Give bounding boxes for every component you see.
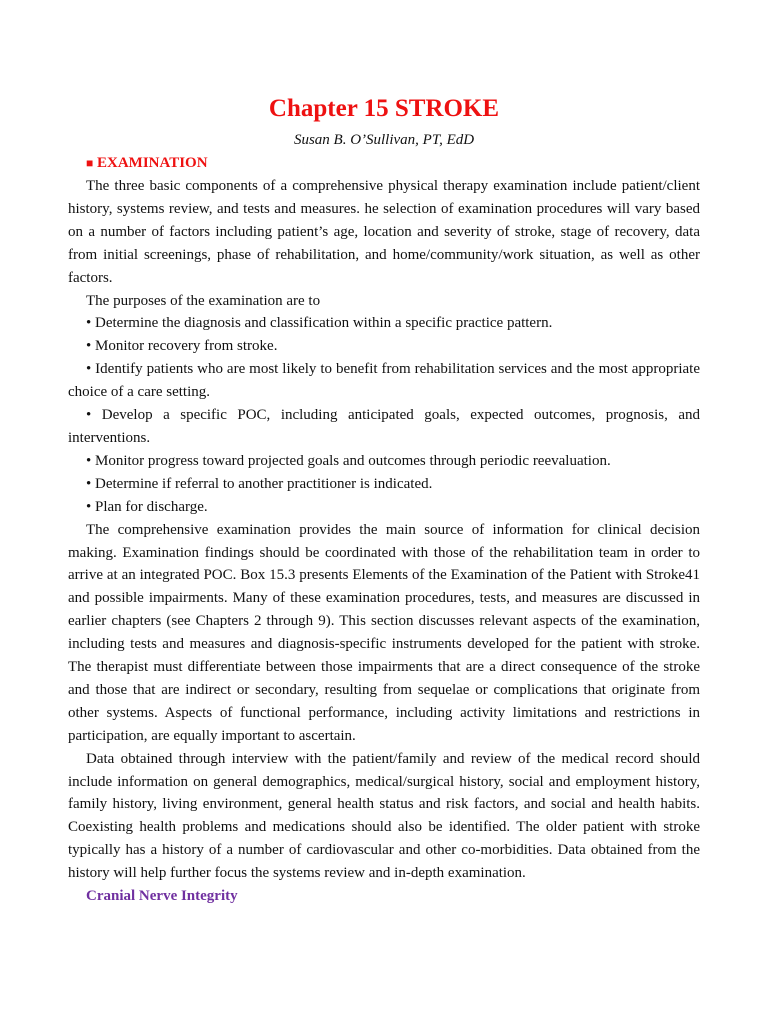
bullet-item: • Develop a specific POC, including anticipated goals, expected outcomes, prognosis, and interventions. <box>68 407 700 446</box>
section-heading-examination <box>86 152 700 175</box>
author-byline: Susan B. O’Sullivan, PT, EdD <box>293 132 475 148</box>
bullet-item: • Identify patients who are most likely to benefit from rehabilitation services and the most appropriate choice of a care setting. <box>68 361 700 401</box>
bullet-item: • Determine if referral to another practitioner is indicated. <box>86 475 433 492</box>
paragraph-comprehensive: The comprehensive examination provides the main source of information for clinical decision making. Examination findings should be coordinated with those of the rehabilitation team in order to arrive at an integrated POC. Box 15.3 presents Elements of the Examination of the Patient with Stroke41 and possible impairments. Many of these examination procedures, tests, and measures are discussed in earlier chapters (see Chapters 2 through 9). This section discusses relevant aspects of the examination, including tests and measures and diagnosis-specific instruments developed for the patient with stroke. The therapist must differentiate between those impairments that are a direct consequence of the stroke and those that are indirect or secondary, resulting from sequelae or complications that originate from other systems. Aspects of functional performance, including activity limitations and restrictions in participation, are equally important to ascertain. <box>68 521 700 744</box>
bullet-item: • Determine the diagnosis and classification within a specific practice pattern. <box>86 315 553 332</box>
chapter-title: Chapter 15 STROKE <box>268 95 500 122</box>
bullet-item: • Plan for discharge. <box>86 498 208 515</box>
paragraph-intro: The three basic components of a comprehensive physical therapy examination include patient/client history, systems review, and tests and measures. he selection of examination procedures will vary based on a number of factors including patient’s age, location and severity of stroke, stage of recovery, data from initial screenings, phase of rehabilitation, and home/community/work situation, as well as other factors. <box>68 178 700 286</box>
paragraph-purposes-lead: The purposes of the examination are to <box>86 292 321 309</box>
section-heading-label: EXAMINATION <box>97 155 208 171</box>
document-page <box>68 92 700 908</box>
square-bullet-icon: ■ <box>86 156 94 170</box>
bullet-item: • Monitor progress toward projected goals and outcomes through periodic reevaluation. <box>86 452 611 469</box>
bullet-item: • Monitor recovery from stroke. <box>86 338 278 355</box>
paragraph-interview: Data obtained through interview with the patient/family and review of the medical record should include information on general demographics, medical/surgical history, social and employment history, family history, living environment, general health status and risk factors, and social and health habits. Coexisting health problems and medications should also be identified. The older patient with stroke typically has a history of a number of cardiovascular and other co-morbidities. Data obtained from the history will help further focus the systems review and in-depth examination. <box>68 750 700 882</box>
subsection-heading-cranial-nerve: Cranial Nerve Integrity <box>86 888 238 905</box>
